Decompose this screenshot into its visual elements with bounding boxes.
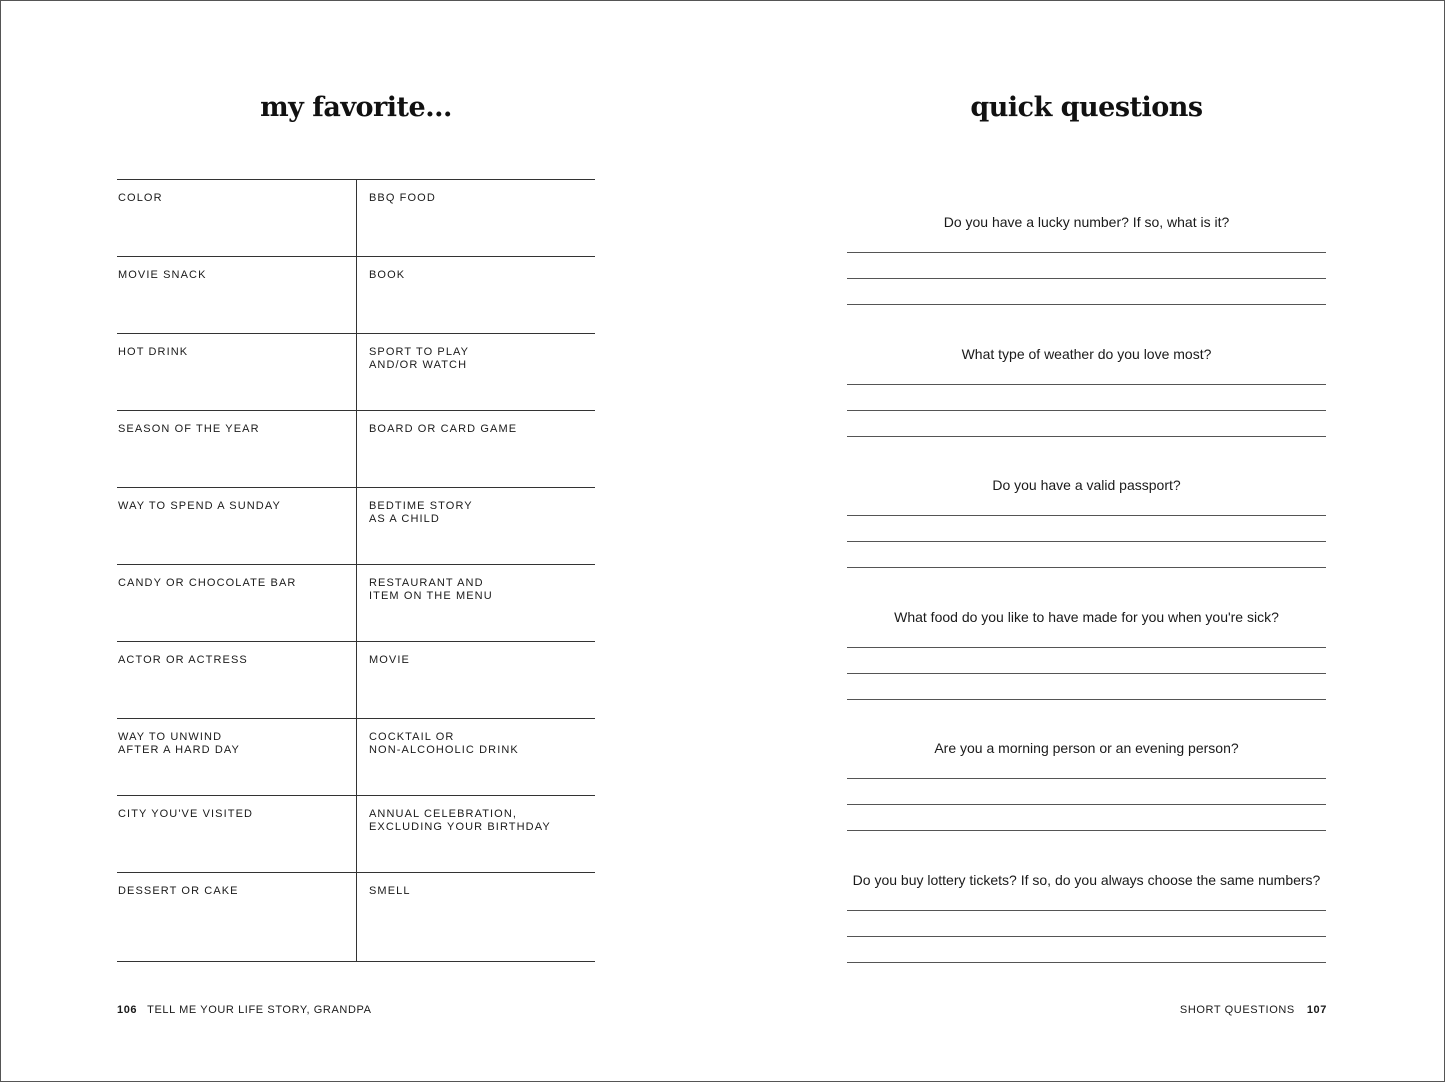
question-block — [847, 733, 1326, 865]
favorite-prompt[interactable]: ANNUAL CELEBRATION, EXCLUDING YOUR BIRTHDAY — [356, 796, 595, 872]
favorite-prompt[interactable]: MOVIE — [356, 642, 595, 718]
answer-line[interactable] — [847, 805, 1326, 831]
question-text: Are you a morning person or an evening person? — [934, 740, 1239, 756]
answer-line[interactable] — [847, 279, 1326, 305]
answer-line[interactable] — [847, 902, 1326, 911]
favorite-prompt[interactable]: COCKTAIL OR NON-ALCOHOLIC DRINK — [356, 719, 595, 795]
left-footer — [117, 1004, 372, 1016]
answer-line[interactable] — [847, 507, 1326, 516]
favorites-row — [117, 334, 595, 411]
right-page-title: quick questions — [970, 92, 1203, 123]
quick-questions-list — [847, 207, 1326, 996]
left-page-number: 106 — [117, 1004, 138, 1016]
question-block — [847, 865, 1326, 997]
left-page-title: my favorite... — [260, 92, 452, 123]
favorite-prompt[interactable]: ACTOR OR ACTRESS — [118, 654, 248, 666]
answer-line[interactable] — [847, 648, 1326, 674]
answer-line[interactable] — [847, 411, 1326, 437]
question-block — [847, 207, 1326, 339]
favorite-prompt[interactable]: SMELL — [356, 873, 595, 961]
answer-line[interactable] — [847, 385, 1326, 411]
favorite-prompt[interactable]: WAY TO UNWIND AFTER A HARD DAY — [118, 731, 240, 756]
favorite-prompt[interactable]: SEASON OF THE YEAR — [118, 423, 260, 435]
question-block — [847, 339, 1326, 471]
answer-line[interactable] — [847, 674, 1326, 700]
question-text: What type of weather do you love most? — [961, 345, 1212, 362]
favorites-row — [117, 873, 595, 962]
favorites-row — [117, 642, 595, 719]
question-text: Do you have a valid passport? — [992, 477, 1181, 493]
question-text: Do you buy lottery tickets? If so, do you always choose the same numbers? — [852, 871, 1321, 888]
answer-line[interactable] — [847, 542, 1326, 568]
favorites-row — [117, 565, 595, 642]
favorite-prompt[interactable]: COLOR — [118, 192, 163, 204]
favorites-row — [117, 719, 595, 796]
favorites-row — [117, 180, 595, 257]
question-text: What food do you like to have made for you when you're sick? — [894, 608, 1279, 625]
left-running-head: TELL ME YOUR LIFE STORY, GRANDPA — [147, 1004, 372, 1016]
favorite-prompt[interactable]: BEDTIME STORY AS A CHILD — [356, 488, 595, 564]
answer-line[interactable] — [847, 253, 1326, 279]
favorite-prompt[interactable]: BOOK — [356, 257, 595, 333]
favorite-prompt[interactable]: RESTAURANT AND ITEM ON THE MENU — [356, 565, 595, 641]
right-footer — [1180, 1004, 1327, 1016]
right-running-head: SHORT QUESTIONS — [1179, 1004, 1295, 1016]
favorite-prompt[interactable]: DESSERT OR CAKE — [118, 885, 239, 897]
answer-line[interactable] — [847, 639, 1326, 648]
favorites-row — [117, 488, 595, 565]
answer-line[interactable] — [847, 376, 1326, 385]
question-text: Do you have a lucky number? If so, what is it? — [943, 214, 1230, 230]
question-block — [847, 470, 1326, 602]
answer-line[interactable] — [847, 911, 1326, 937]
favorite-prompt[interactable]: WAY TO SPEND A SUNDAY — [118, 500, 281, 512]
favorites-row — [117, 257, 595, 334]
right-page-number: 107 — [1306, 1004, 1327, 1016]
favorite-prompt[interactable]: CANDY OR CHOCOLATE BAR — [118, 577, 297, 589]
favorite-prompt[interactable]: CITY YOU'VE VISITED — [118, 808, 254, 820]
favorites-table — [117, 179, 595, 962]
favorite-prompt[interactable]: BOARD OR CARD GAME — [356, 411, 595, 487]
favorite-prompt[interactable]: SPORT TO PLAY AND/OR WATCH — [356, 334, 595, 410]
question-block — [847, 602, 1326, 734]
favorites-row — [117, 796, 595, 873]
favorite-prompt[interactable]: HOT DRINK — [118, 346, 189, 358]
favorite-prompt[interactable]: BBQ FOOD — [356, 180, 595, 256]
answer-line[interactable] — [847, 770, 1326, 779]
favorites-row — [117, 411, 595, 488]
answer-line[interactable] — [847, 779, 1326, 805]
favorite-prompt[interactable]: MOVIE SNACK — [118, 269, 207, 281]
answer-line[interactable] — [847, 937, 1326, 963]
answer-line[interactable] — [847, 516, 1326, 542]
answer-line[interactable] — [847, 244, 1326, 253]
